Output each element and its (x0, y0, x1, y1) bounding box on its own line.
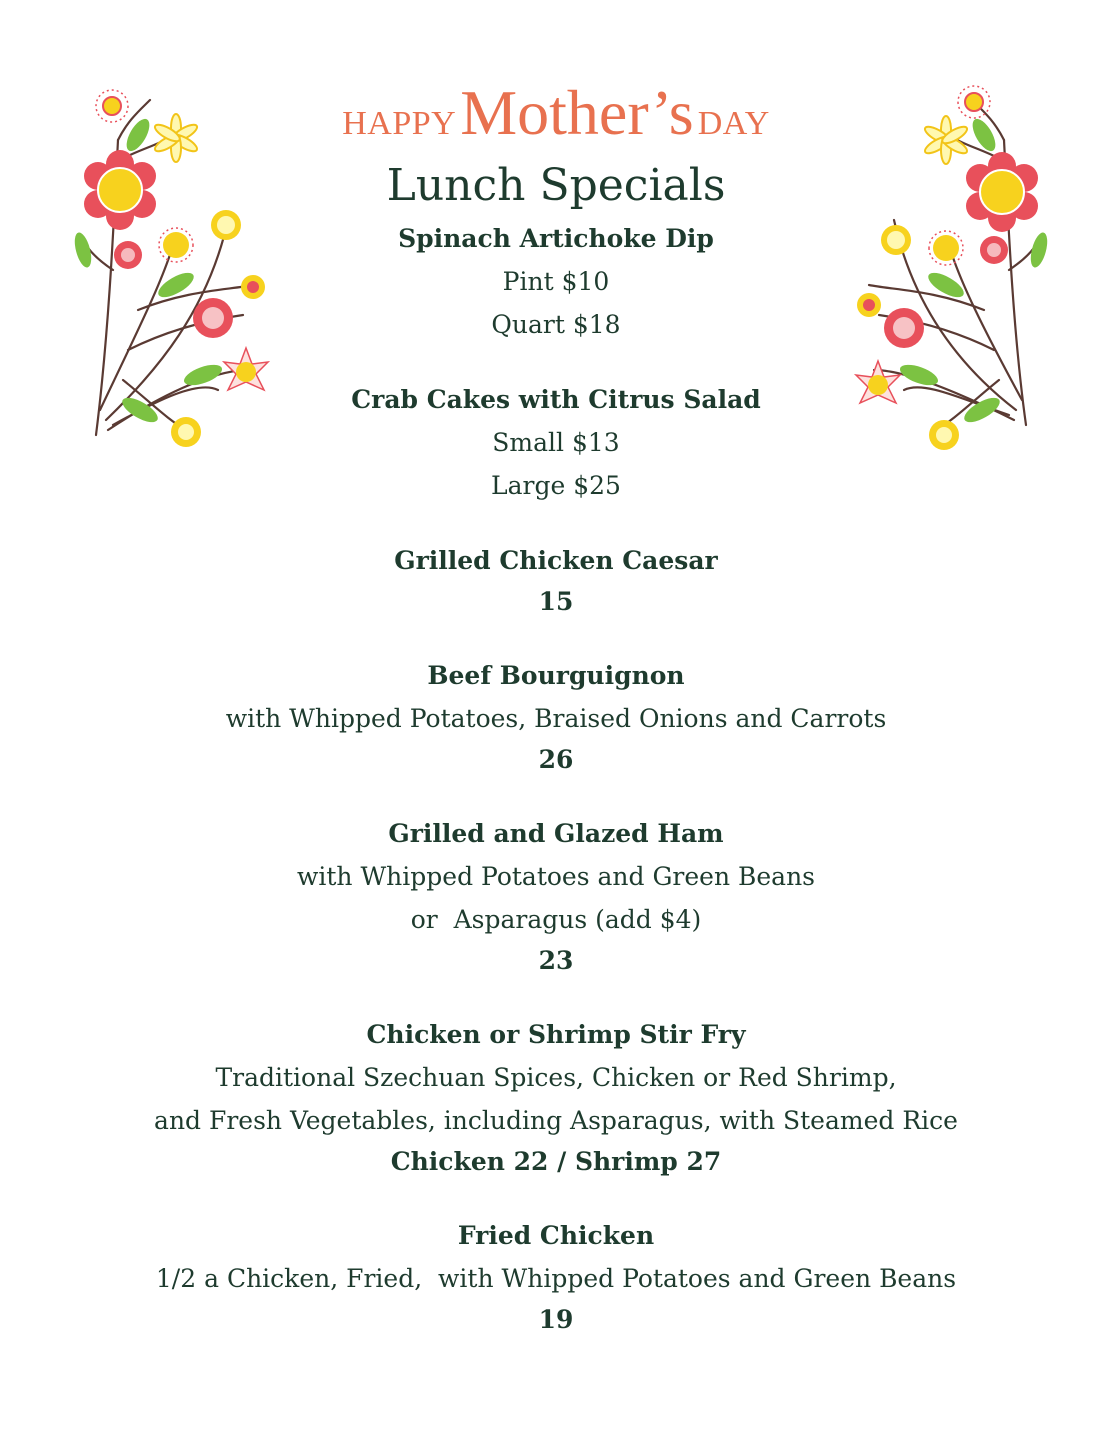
menu-item-glazed-ham (0, 813, 1112, 981)
page-title (0, 78, 1112, 148)
item-line: with Whipped Potatoes, Braised Onions and Carrots (225, 704, 887, 733)
item-price: Chicken 22 / Shrimp 27 (390, 1147, 722, 1176)
item-name: Beef Bourguignon (427, 661, 685, 690)
item-line: Large $25 (491, 471, 621, 500)
item-line: 1/2 a Chicken, Fried, with Whipped Potatoes and Green Beans (155, 1264, 957, 1293)
menu-item-beef-bourguignon (0, 655, 1112, 780)
item-price: 23 (538, 946, 574, 975)
item-price: 15 (538, 587, 574, 616)
item-price: 26 (538, 745, 574, 774)
item-name: Spinach Artichoke Dip (398, 224, 714, 253)
item-name: Grilled Chicken Caesar (394, 546, 718, 575)
item-price: 19 (538, 1305, 574, 1334)
item-line: with Whipped Potatoes and Green Beans (296, 862, 816, 891)
menu-content (0, 78, 1112, 1340)
menu-item-crab-cakes (0, 379, 1112, 507)
item-line: Small $13 (492, 428, 620, 457)
item-line: Quart $18 (491, 310, 621, 339)
title-happy: HAPPY (342, 105, 457, 142)
item-name: Grilled and Glazed Ham (388, 819, 724, 848)
menu-item-fried-chicken (0, 1215, 1112, 1340)
menu-item-spinach-dip (0, 218, 1112, 346)
title-day: DAY (697, 105, 770, 142)
item-line: Pint $10 (502, 267, 610, 296)
menu-item-chicken-caesar (0, 540, 1112, 622)
item-line: or Asparagus (add $4) (410, 905, 702, 934)
item-name: Fried Chicken (457, 1221, 655, 1250)
item-name: Chicken or Shrimp Stir Fry (366, 1020, 746, 1049)
title-mothers: Mother’s (460, 77, 694, 148)
menu-item-stir-fry (0, 1014, 1112, 1182)
item-line: Traditional Szechuan Spices, Chicken or Red Shrimp, (215, 1063, 897, 1092)
item-name: Crab Cakes with Citrus Salad (351, 385, 761, 414)
page-subtitle: Lunch Specials (386, 160, 726, 211)
item-line: and Fresh Vegetables, including Asparagus, with Steamed Rice (154, 1106, 958, 1135)
